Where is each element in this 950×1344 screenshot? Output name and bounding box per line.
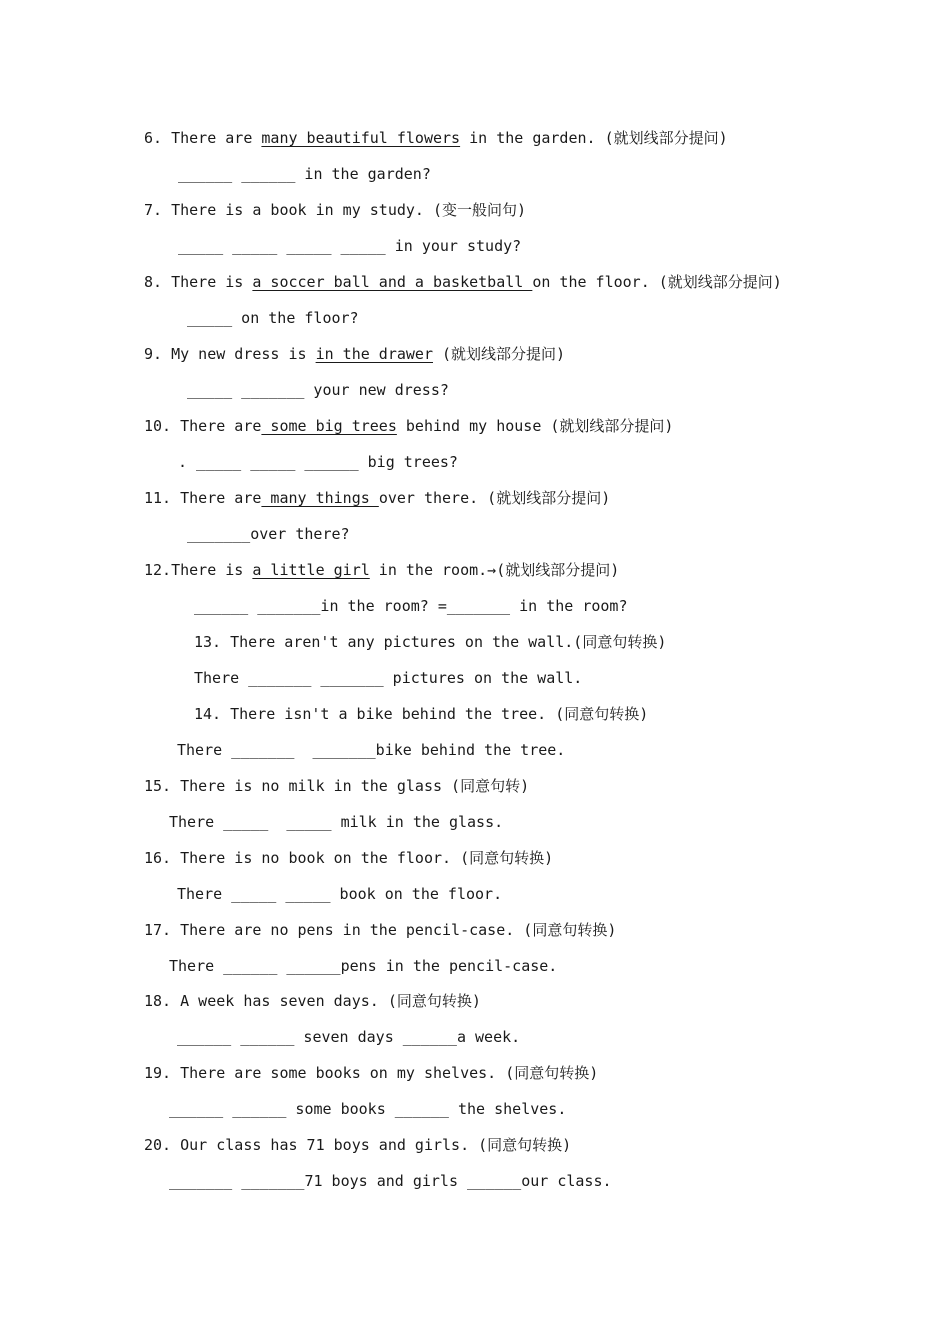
question-7 bbox=[144, 200, 526, 220]
question-19 bbox=[144, 1063, 598, 1083]
answer-6: ______ ______ in the garden? bbox=[178, 165, 431, 183]
underlined-phrase: a soccer ball and a basketball bbox=[252, 273, 533, 291]
question-text: 13. There aren't any pictures on the wall.(同意句转换) bbox=[194, 633, 667, 651]
answer-15: There _____ _____ milk in the glass. bbox=[169, 813, 504, 831]
question-text: 18. A week has seven days. (同意句转换) bbox=[144, 992, 481, 1010]
question-8 bbox=[144, 272, 782, 292]
answer-18: ______ ______ seven days ______a week. bbox=[177, 1028, 521, 1046]
question-10 bbox=[144, 416, 673, 436]
question-text: 19. There are some books on my shelves. (同意句转换) bbox=[144, 1064, 599, 1082]
answer-20: _______ _______71 boys and girls ______our class. bbox=[169, 1172, 612, 1190]
answer-8: _____ on the floor? bbox=[187, 309, 359, 327]
question-instruction: on the floor. (就划线部分提问) bbox=[532, 273, 782, 291]
answer-7: _____ _____ _____ _____ in your study? bbox=[178, 237, 522, 255]
answer-17: There ______ ______pens in the pencil-case. bbox=[169, 957, 558, 975]
question-20 bbox=[144, 1135, 571, 1155]
question-text: 16. There is no book on the floor. (同意句转换) bbox=[144, 849, 554, 867]
question-text: 9. My new dress is bbox=[144, 345, 316, 363]
underlined-phrase: some big trees bbox=[261, 417, 397, 435]
question-text: 12.There is bbox=[144, 561, 253, 579]
question-text: 15. There is no milk in the glass (同意句转) bbox=[144, 777, 530, 795]
question-instruction: over there. (就划线部分提问) bbox=[378, 489, 611, 507]
underlined-phrase: many beautiful flowers bbox=[261, 129, 461, 147]
question-text: 7. There is a book in my study. (变一般问句) bbox=[144, 201, 527, 219]
answer-16: There _____ _____ book on the floor. bbox=[177, 885, 503, 903]
question-9 bbox=[144, 344, 565, 364]
question-16 bbox=[144, 848, 553, 868]
question-instruction: behind my house (就划线部分提问) bbox=[396, 417, 674, 435]
answer-19: ______ ______ some books ______ the shelves. bbox=[169, 1100, 567, 1118]
question-12 bbox=[144, 560, 619, 580]
question-11 bbox=[144, 488, 610, 508]
question-17 bbox=[144, 920, 616, 940]
answer-9: _____ _______ your new dress? bbox=[187, 381, 449, 399]
answer-13: There _______ _______ pictures on the wall. bbox=[194, 669, 583, 687]
answer-12: ______ _______in the room? =_______ in the room? bbox=[194, 597, 628, 615]
question-text: 6. There are bbox=[144, 129, 262, 147]
answer-11: _______over there? bbox=[187, 525, 350, 543]
underlined-phrase: in the drawer bbox=[315, 345, 433, 363]
question-instruction: in the garden. (就划线部分提问) bbox=[460, 129, 728, 147]
question-text: 17. There are no pens in the pencil-case. (同意句转换) bbox=[144, 921, 617, 939]
question-13 bbox=[194, 632, 666, 652]
question-18 bbox=[144, 991, 481, 1011]
question-text: 10. There are bbox=[144, 417, 262, 435]
question-14 bbox=[194, 704, 648, 724]
question-text: 8. There is bbox=[144, 273, 253, 291]
answer-14: There _______ _______bike behind the tree. bbox=[177, 741, 566, 759]
question-6 bbox=[144, 128, 728, 148]
answer-10: . _____ _____ ______ big trees? bbox=[178, 453, 458, 471]
question-text: 14. There isn't a bike behind the tree. (同意句转换) bbox=[194, 705, 649, 723]
underlined-phrase: a little girl bbox=[252, 561, 370, 579]
underlined-phrase: many things bbox=[261, 489, 379, 507]
question-instruction: in the room.→(就划线部分提问) bbox=[369, 561, 620, 579]
question-text: 11. There are bbox=[144, 489, 262, 507]
question-15 bbox=[144, 776, 529, 796]
question-instruction: (就划线部分提问) bbox=[433, 345, 566, 363]
question-text: 20. Our class has 71 boys and girls. (同意句转换) bbox=[144, 1136, 572, 1154]
